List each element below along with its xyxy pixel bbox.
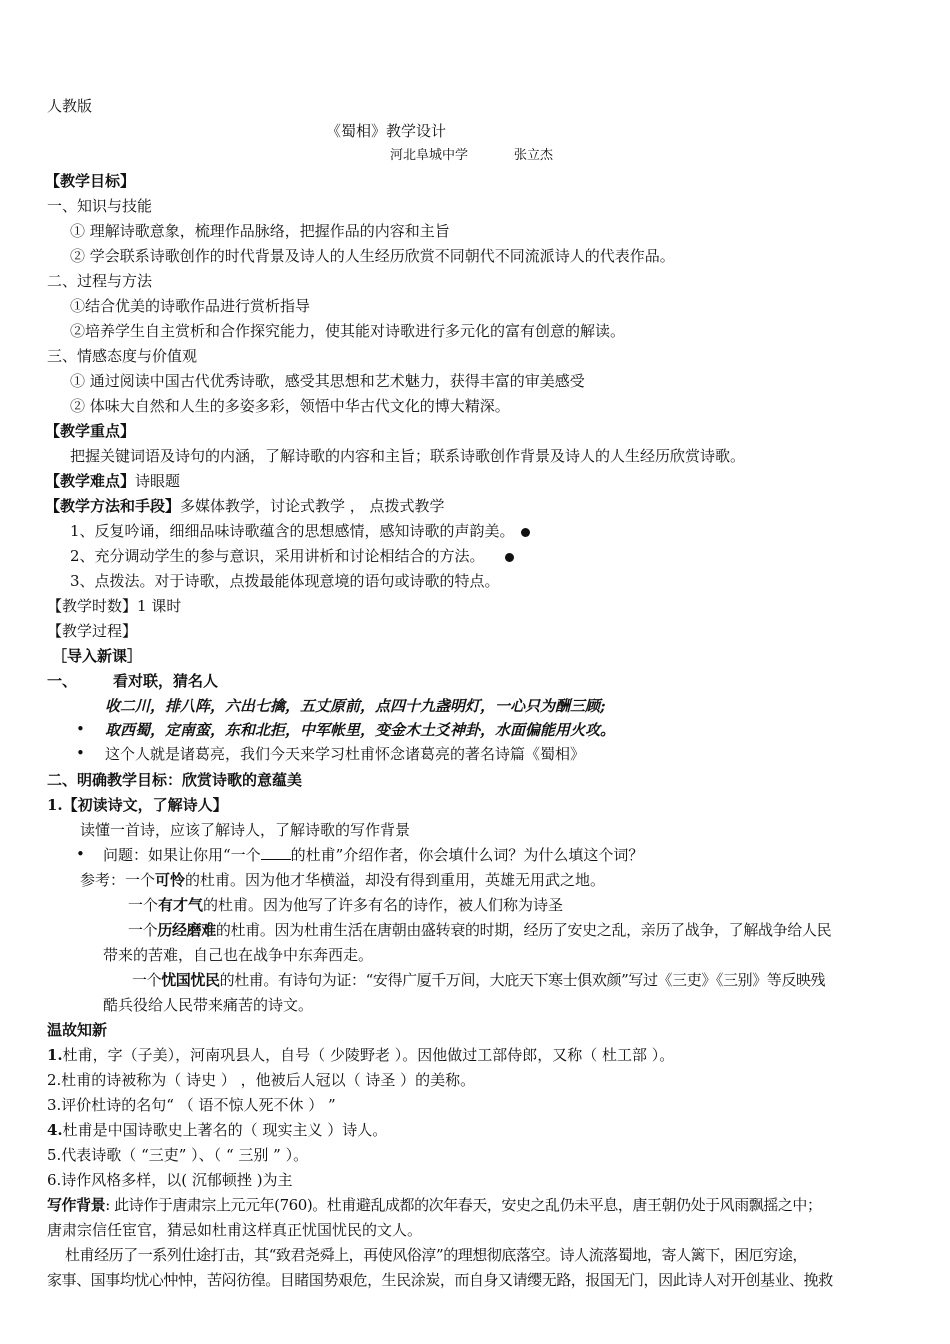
reference-4-prefix: 一个 bbox=[132, 971, 162, 989]
fill-blank bbox=[261, 845, 291, 860]
method-item-2-text: 2、充分调动学生的参与意识，采用讲析和讨论相结合的方法。 bbox=[70, 547, 485, 565]
review-q1 bbox=[47, 1045, 674, 1065]
objectives-s2-item2: ②培养学生自主赏析和合作探究能力，使其能对诗歌进行多元化的富有创意的解读。 bbox=[70, 322, 626, 340]
objectives-s3-item2: ② 体味大自然和人生的多姿多彩，领悟中华古代文化的博大精深。 bbox=[70, 397, 510, 415]
document-title: 《蜀相》教学设计 bbox=[326, 122, 447, 140]
couplet-line-2: 取西蜀，定南蛮，东和北拒，中军帐里，变金木土爻神卦，水面偏能用火攻。 bbox=[105, 721, 616, 739]
reference-3-text: 的杜甫。因为杜甫生活在唐朝由盛转衰的时期，经历了安史之乱，亲历了战争，了解战争给人民 bbox=[215, 921, 832, 939]
part1-title: 看对联，猜名人 bbox=[113, 672, 219, 690]
reference-2-prefix: 一个 bbox=[128, 896, 159, 914]
hours-text: 1 课时 bbox=[137, 597, 182, 615]
objectives-s1-title: 一、知识与技能 bbox=[47, 197, 153, 215]
author-name: 张立杰 bbox=[514, 148, 554, 163]
question-prefix: 问题：如果让你用“一个 bbox=[103, 846, 261, 864]
part2-title: 二、明确教学目标：欣赏诗歌的意蕴美 bbox=[47, 771, 303, 789]
methods-text: 多媒体教学，讨论式教学 ， 点拨式教学 bbox=[180, 497, 445, 515]
methods-heading: 【教学方法和手段】 bbox=[45, 497, 181, 515]
reference-4-keyword: 忧国忧民 bbox=[161, 971, 220, 989]
bullet-icon: • bbox=[76, 720, 85, 738]
difficulty-text: 诗眼题 bbox=[135, 472, 181, 490]
objectives-s1-item2: ② 学会联系诗歌创作的时代背景及诗人的人生经历欣赏不同朝代不同流派诗人的代表作品。 bbox=[70, 247, 675, 265]
review-q2: 2.杜甫的诗被称为（ 诗史 ） ，他被后人冠以（ 诗圣 ）的美称。 bbox=[47, 1071, 476, 1089]
review-q6: 6.诗作风格多样，以( 沉郁顿挫 )为主 bbox=[47, 1171, 293, 1189]
reference-1-text: 的杜甫。因为他才华横溢，却没有得到重用，英雄无用武之地。 bbox=[185, 871, 606, 889]
key-points-heading: 【教学重点】 bbox=[45, 422, 136, 440]
objectives-s2-title: 二、过程与方法 bbox=[47, 272, 153, 290]
intro-answer: 这个人就是诸葛亮，我们今天来学习杜甫怀念诸葛亮的著名诗篇《蜀相》 bbox=[105, 745, 586, 763]
review-q4-text: 杜甫是中国诗歌史上著名的（ 现实主义 ）诗人。 bbox=[62, 1121, 388, 1139]
objectives-heading: 【教学目标】 bbox=[45, 172, 136, 190]
background-line-4: 家事、国事均忧心忡忡，苦闷彷徨。目睹国势艰危，生民涂炭，而自身又请缨无路，报国无门，因此诗人对开创基业、挽救 bbox=[47, 1271, 833, 1289]
method-item-2 bbox=[70, 546, 514, 566]
question-suffix: 的杜甫”介绍作者，你会填什么词？为什么填这个词？ bbox=[290, 846, 644, 864]
bullet-icon: • bbox=[76, 845, 85, 863]
reference-3-keyword: 历经磨难 bbox=[157, 921, 216, 939]
difficulty-heading: 【教学难点】 bbox=[45, 472, 136, 490]
reference-1 bbox=[80, 870, 605, 890]
reference-2 bbox=[128, 895, 563, 915]
review-heading: 温故知新 bbox=[47, 1021, 108, 1039]
difficulty-line bbox=[45, 471, 180, 491]
reference-4-text: 的杜甫。有诗句为证：“安得广厦千万间，大庇天下寒士俱欢颜”写过《三吏》《三别》等反映残 bbox=[219, 971, 826, 989]
reference-3-prefix: 一个 bbox=[128, 921, 158, 939]
background-line-1-text: : 此诗作于唐肃宗上元元年(760)。杜甫避乱成都的次年春天，安史之乱仍未平息，唐王朝仍处于风雨飘摇之中； bbox=[105, 1196, 822, 1214]
reference-1-keyword: 可怜 bbox=[155, 871, 186, 889]
background-line-1 bbox=[47, 1195, 822, 1215]
review-q3: 3.评价杜诗的名句“ （ 语不惊人死不休 ） ” bbox=[47, 1096, 336, 1114]
method-item-1-text: 1、反复吟诵，细细品味诗歌蕴含的思想感情，感知诗歌的声韵美。 bbox=[70, 522, 515, 540]
method-item-3: 3、点拨法。对于诗歌，点拨最能体现意境的语句或诗歌的特点。 bbox=[70, 572, 500, 590]
part1-number: 一、 bbox=[47, 672, 78, 690]
reference-3 bbox=[128, 920, 831, 940]
bullet-dot-icon bbox=[505, 553, 514, 562]
reference-3-continued: 带来的苦难，自己也在战争中东奔西走。 bbox=[103, 946, 374, 964]
objectives-s2-item1: ①结合优美的诗歌作品进行赏析指导 bbox=[70, 297, 311, 315]
review-q4-number: 4. bbox=[47, 1121, 63, 1139]
question-line bbox=[103, 845, 643, 865]
part2-intro-line: 读懂一首诗，应该了解诗人，了解诗歌的写作背景 bbox=[80, 821, 411, 839]
review-q4 bbox=[47, 1120, 387, 1140]
key-points-text: 把握关键词语及诗句的内涵，了解诗歌的内容和主旨；联系诗歌创作背景及诗人的人生经历欣赏诗歌。 bbox=[70, 447, 746, 465]
bullet-icon: • bbox=[76, 744, 85, 762]
process-heading: 【教学过程】 bbox=[47, 622, 138, 640]
review-q5: 5.代表诗歌（ “三吏” ）、（ “ 三别 ” ）。 bbox=[47, 1146, 309, 1164]
bullet-dot-icon bbox=[521, 528, 530, 537]
methods-line bbox=[45, 496, 445, 516]
reference-4 bbox=[132, 970, 825, 990]
background-line-3: 杜甫经历了一系列仕途打击，其“致君尧舜上，再使风俗淳”的理想彻底落空。诗人流落蜀地，寄人篱下，困厄穷途， bbox=[65, 1246, 807, 1264]
reference-2-keyword: 有才气 bbox=[158, 896, 204, 914]
hours-line bbox=[47, 596, 181, 616]
objectives-s3-item1: ① 通过阅读中国古代优秀诗歌，感受其思想和艺术魅力，获得丰富的审美感受 bbox=[70, 372, 585, 390]
part2-subheading: 1.【初读诗文，了解诗人】 bbox=[47, 796, 228, 814]
review-q1-text: 杜甫，字（子美），河南巩县人，自号（ 少陵野老 ）。因他做过工部侍郎，又称（ 杜工部 ）。 bbox=[62, 1046, 675, 1064]
background-label: 写作背景 bbox=[47, 1196, 106, 1214]
objectives-s3-title: 三、情感态度与价值观 bbox=[47, 347, 198, 365]
method-item-1 bbox=[70, 521, 530, 541]
review-q1-number: 1. bbox=[47, 1046, 63, 1064]
background-line-2: 唐肃宗信任宦官，猜忌如杜甫这样真正忧国忧民的文人。 bbox=[47, 1221, 423, 1239]
reference-2-text: 的杜甫。因为他写了许多有名的诗作，被人们称为诗圣 bbox=[203, 896, 564, 914]
school-name: 河北阜城中学 bbox=[390, 148, 469, 163]
hours-heading: 【教学时数】 bbox=[47, 597, 138, 615]
couplet-line-1: 收二川，排八阵，六出七擒，五丈原前，点四十九盏明灯，一心只为酬三顾; bbox=[105, 697, 606, 715]
reference-4-continued: 酷兵役给人民带来痛苦的诗文。 bbox=[103, 996, 314, 1014]
edition-label: 人教版 bbox=[47, 97, 93, 115]
objectives-s1-item1: ① 理解诗歌意象，梳理作品脉络，把握作品的内容和主旨 bbox=[70, 222, 450, 240]
intro-heading: ［导入新课］ bbox=[52, 647, 143, 665]
reference-label: 参考：一个 bbox=[80, 871, 156, 889]
